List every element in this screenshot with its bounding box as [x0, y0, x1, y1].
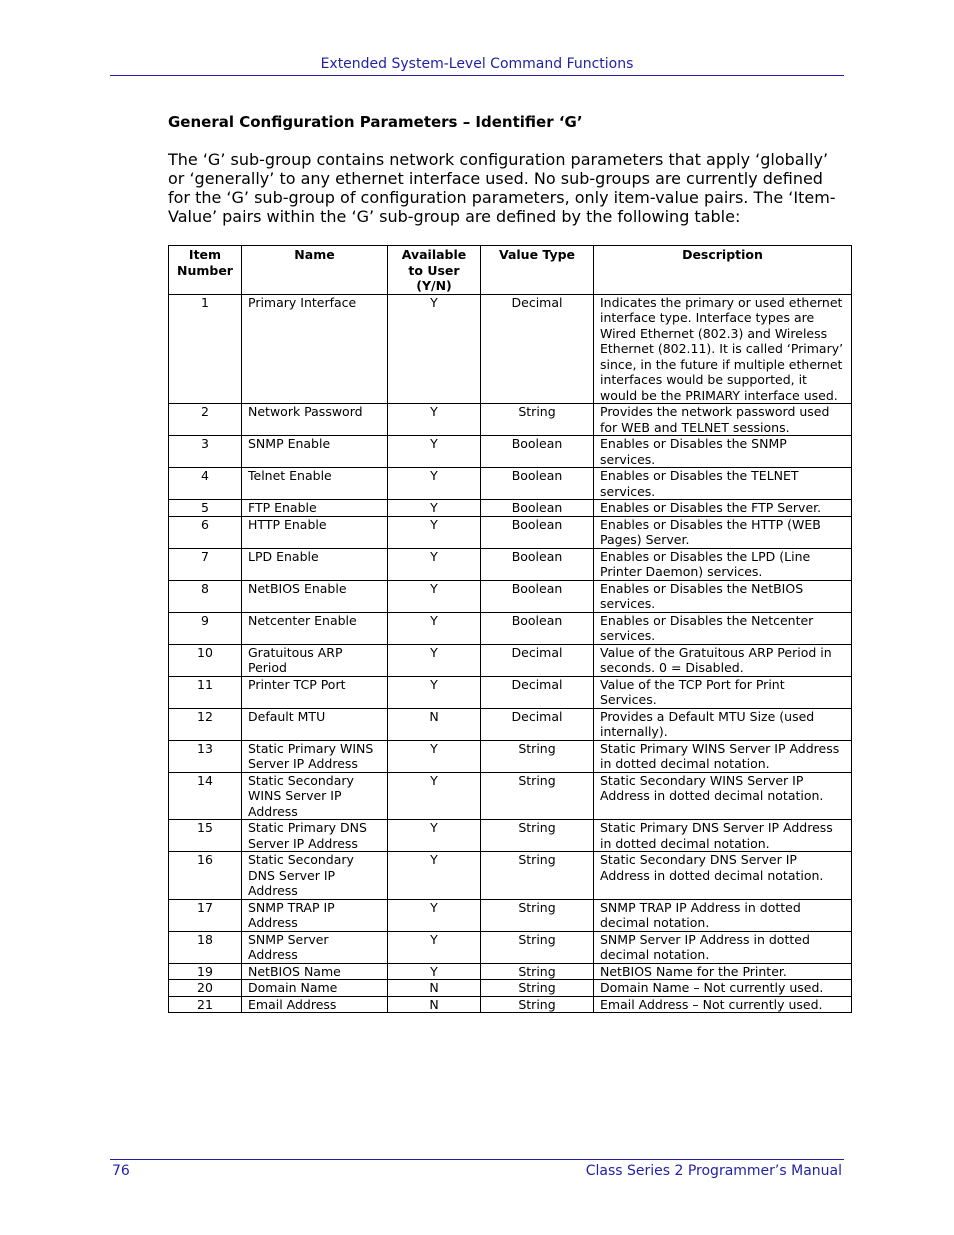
cell-available: Y	[388, 772, 481, 820]
cell-available: Y	[388, 580, 481, 612]
cell-name: Static Secondary WINS Server IP Address	[242, 772, 388, 820]
table-header-row	[169, 246, 852, 295]
table-row	[169, 294, 852, 404]
header-title: Extended System-Level Command Functions	[320, 56, 634, 72]
cell-name: Network Password	[242, 404, 388, 436]
cell-name: Static Secondary DNS Server IP Address	[242, 852, 388, 900]
cell-value-type: String	[481, 852, 594, 900]
cell-available: Y	[388, 820, 481, 852]
cell-item-number: 6	[169, 516, 242, 548]
cell-name: LPD Enable	[242, 548, 388, 580]
cell-name: Domain Name	[242, 980, 388, 997]
table-row	[169, 820, 852, 852]
table-row	[169, 676, 852, 708]
cell-name: Netcenter Enable	[242, 612, 388, 644]
cell-value-type: Decimal	[481, 676, 594, 708]
cell-item-number: 16	[169, 852, 242, 900]
cell-name: Gratuitous ARP Period	[242, 644, 388, 676]
cell-description: Enables or Disables the NetBIOS services.	[594, 580, 852, 612]
table-row	[169, 963, 852, 980]
cell-value-type: Boolean	[481, 612, 594, 644]
cell-available: Y	[388, 500, 481, 517]
cell-item-number: 19	[169, 963, 242, 980]
cell-item-number: 14	[169, 772, 242, 820]
table-row	[169, 740, 852, 772]
col-header-name: Name	[242, 246, 388, 295]
running-footer	[110, 1159, 844, 1179]
table-row	[169, 708, 852, 740]
table-row	[169, 580, 852, 612]
cell-name: NetBIOS Name	[242, 963, 388, 980]
cell-description: Static Primary WINS Server IP Address in dotted decimal notation.	[594, 740, 852, 772]
table-body	[169, 294, 852, 1013]
cell-name: Email Address	[242, 996, 388, 1013]
cell-description: Enables or Disables the Netcenter services.	[594, 612, 852, 644]
cell-description: Domain Name – Not currently used.	[594, 980, 852, 997]
intro-paragraph: The ‘G’ sub-group contains network configuration parameters that apply ‘globally’ or ‘generally’ to any ethernet interface used. No sub-groups are currently defined for the ‘G’ sub-group of configuration parameters, only item-value pairs. The ‘Item-Value’ pairs within the ‘G’ sub-group are defined by the following table:	[168, 150, 836, 226]
cell-name: FTP Enable	[242, 500, 388, 517]
cell-description: NetBIOS Name for the Printer.	[594, 963, 852, 980]
parameters-table	[168, 245, 852, 1013]
cell-available: Y	[388, 740, 481, 772]
cell-item-number: 17	[169, 899, 242, 931]
cell-item-number: 11	[169, 676, 242, 708]
cell-available: Y	[388, 516, 481, 548]
cell-name: Static Primary WINS Server IP Address	[242, 740, 388, 772]
cell-value-type: Decimal	[481, 294, 594, 404]
cell-name: SNMP Server Address	[242, 931, 388, 963]
cell-item-number: 21	[169, 996, 242, 1013]
cell-available: Y	[388, 548, 481, 580]
cell-name: Static Primary DNS Server IP Address	[242, 820, 388, 852]
cell-value-type: String	[481, 963, 594, 980]
table-row	[169, 996, 852, 1013]
cell-item-number: 9	[169, 612, 242, 644]
cell-value-type: String	[481, 740, 594, 772]
cell-value-type: String	[481, 899, 594, 931]
table-row	[169, 899, 852, 931]
cell-item-number: 20	[169, 980, 242, 997]
cell-description: Indicates the primary or used ethernet interface type. Interface types are Wired Ethernet (802.3) and Wireless Ethernet (802.11). It is called ‘Primary’ since, in the future if multiple ethernet interfaces would be supported, it would be the PRIMARY interface used.	[594, 294, 852, 404]
cell-name: Default MTU	[242, 708, 388, 740]
cell-available: Y	[388, 294, 481, 404]
table-row	[169, 548, 852, 580]
cell-description: Provides the network password used for WEB and TELNET sessions.	[594, 404, 852, 436]
section-title: General Configuration Parameters – Identifier ‘G’	[168, 113, 583, 131]
cell-available: N	[388, 708, 481, 740]
cell-available: Y	[388, 899, 481, 931]
page-number: 76	[112, 1163, 130, 1179]
cell-available: Y	[388, 931, 481, 963]
col-header-value-type: Value Type	[481, 246, 594, 295]
table-row	[169, 852, 852, 900]
cell-value-type: Boolean	[481, 500, 594, 517]
cell-value-type: String	[481, 404, 594, 436]
table-row	[169, 612, 852, 644]
cell-description: Enables or Disables the LPD (Line Printer Daemon) services.	[594, 548, 852, 580]
cell-available: N	[388, 996, 481, 1013]
table-row	[169, 468, 852, 500]
cell-description: Static Secondary DNS Server IP Address in dotted decimal notation.	[594, 852, 852, 900]
cell-item-number: 1	[169, 294, 242, 404]
cell-description: Enables or Disables the HTTP (WEB Pages) Server.	[594, 516, 852, 548]
table-row	[169, 436, 852, 468]
cell-name: Printer TCP Port	[242, 676, 388, 708]
cell-description: Value of the Gratuitous ARP Period in seconds. 0 = Disabled.	[594, 644, 852, 676]
cell-available: Y	[388, 436, 481, 468]
cell-item-number: 7	[169, 548, 242, 580]
cell-name: NetBIOS Enable	[242, 580, 388, 612]
cell-available: Y	[388, 468, 481, 500]
cell-description: SNMP TRAP IP Address in dotted decimal notation.	[594, 899, 852, 931]
cell-name: Primary Interface	[242, 294, 388, 404]
table-row	[169, 772, 852, 820]
cell-name: SNMP TRAP IP Address	[242, 899, 388, 931]
col-header-item-number: Item Number	[169, 246, 242, 295]
col-header-available: Available to User (Y/N)	[388, 246, 481, 295]
running-header	[110, 56, 844, 76]
table-row	[169, 980, 852, 997]
cell-description: Static Primary DNS Server IP Address in dotted decimal notation.	[594, 820, 852, 852]
cell-item-number: 15	[169, 820, 242, 852]
cell-item-number: 12	[169, 708, 242, 740]
cell-available: Y	[388, 676, 481, 708]
table-row	[169, 931, 852, 963]
cell-available: Y	[388, 404, 481, 436]
cell-value-type: String	[481, 980, 594, 997]
cell-description: Provides a Default MTU Size (used internally).	[594, 708, 852, 740]
manual-title: Class Series 2 Programmer’s Manual	[585, 1163, 842, 1179]
cell-description: SNMP Server IP Address in dotted decimal notation.	[594, 931, 852, 963]
cell-description: Enables or Disables the TELNET services.	[594, 468, 852, 500]
cell-name: Telnet Enable	[242, 468, 388, 500]
cell-value-type: Decimal	[481, 708, 594, 740]
cell-name: SNMP Enable	[242, 436, 388, 468]
table-row	[169, 404, 852, 436]
cell-item-number: 4	[169, 468, 242, 500]
cell-item-number: 2	[169, 404, 242, 436]
cell-item-number: 3	[169, 436, 242, 468]
cell-name: HTTP Enable	[242, 516, 388, 548]
cell-available: N	[388, 980, 481, 997]
cell-item-number: 13	[169, 740, 242, 772]
table-row	[169, 644, 852, 676]
cell-item-number: 18	[169, 931, 242, 963]
cell-value-type: String	[481, 996, 594, 1013]
col-header-description: Description	[594, 246, 852, 295]
cell-value-type: String	[481, 931, 594, 963]
cell-description: Enables or Disables the SNMP services.	[594, 436, 852, 468]
cell-value-type: Boolean	[481, 580, 594, 612]
cell-value-type: Boolean	[481, 436, 594, 468]
cell-description: Value of the TCP Port for Print Services.	[594, 676, 852, 708]
cell-value-type: String	[481, 772, 594, 820]
cell-available: Y	[388, 612, 481, 644]
cell-description: Static Secondary WINS Server IP Address in dotted decimal notation.	[594, 772, 852, 820]
cell-item-number: 8	[169, 580, 242, 612]
cell-value-type: Boolean	[481, 468, 594, 500]
cell-item-number: 10	[169, 644, 242, 676]
cell-available: Y	[388, 963, 481, 980]
cell-item-number: 5	[169, 500, 242, 517]
cell-value-type: Boolean	[481, 548, 594, 580]
cell-description: Email Address – Not currently used.	[594, 996, 852, 1013]
table-row	[169, 500, 852, 517]
cell-description: Enables or Disables the FTP Server.	[594, 500, 852, 517]
cell-value-type: Boolean	[481, 516, 594, 548]
cell-value-type: Decimal	[481, 644, 594, 676]
cell-available: Y	[388, 644, 481, 676]
table-row	[169, 516, 852, 548]
cell-available: Y	[388, 852, 481, 900]
cell-value-type: String	[481, 820, 594, 852]
